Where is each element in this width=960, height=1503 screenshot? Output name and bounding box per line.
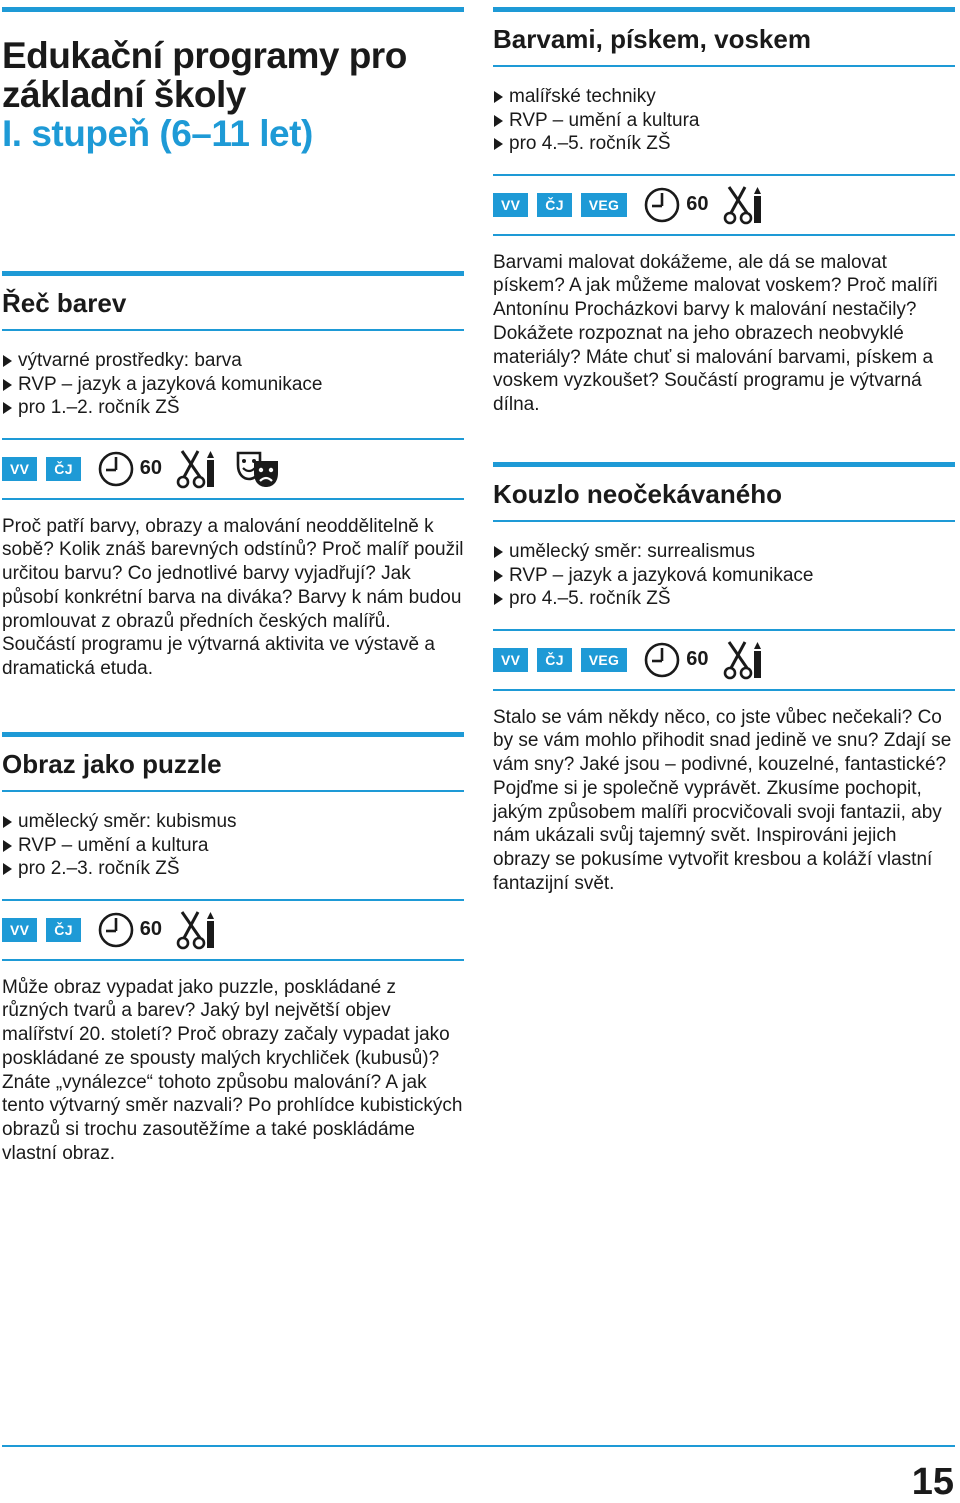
triangle-bullet-icon — [494, 138, 503, 150]
bullet-item: RVP – umění a kultura — [2, 834, 464, 858]
bullet-item: RVP – umění a kultura — [493, 109, 955, 133]
program-barvami-piskem-voskem — [493, 7, 955, 417]
program-bullets — [2, 792, 464, 899]
program-bullets — [2, 331, 464, 438]
page-title-line1: Edukační programy pro — [2, 35, 407, 76]
triangle-bullet-icon — [3, 355, 12, 367]
clock-icon — [98, 912, 134, 948]
triangle-bullet-icon — [494, 570, 503, 582]
program-title: Obraz jako puzzle — [2, 749, 222, 779]
program-description: Proč patří barvy, obrazy a malování neoddělitelně k sobě? Kolik znáš barevných odstínů? Proč malíř použil určitou barvu? Co jednotlivé barvy vyjadřují? Jak působí konkrétní barva na diváka? Barvy k nám budou promlouvat z obrazů předních českých malířů. Součástí programu je výtvarná aktivita ve výstavě a dramatická etuda. — [2, 515, 464, 679]
subject-badge: ČJ — [46, 457, 81, 481]
footer-divider — [2, 1445, 955, 1447]
subject-badge: VEG — [581, 648, 627, 672]
program-kouzlo-neocekavaneho — [493, 462, 955, 895]
program-rec-barev — [2, 271, 464, 681]
triangle-bullet-icon — [3, 816, 12, 828]
bullet-item: výtvarné prostředky: barva — [2, 349, 464, 373]
program-title: Kouzlo neočekávaného — [493, 479, 782, 509]
program-description: Barvami malovat dokážeme, ale dá se malovat pískem? A jak můžeme malovat voskem? Proč malíři Antonínu Procházkovi barvy k malování nestačily? Dokážete rozpoznat na jeho obrazech neobvyklé materiály? Máte chuť si malování barvami, pískem a voskem vyzkoušet? Součástí programu je výtvarná dílna. — [493, 251, 938, 415]
bullet-item: umělecký směr: surrealismus — [493, 540, 955, 564]
program-description: Může obraz vypadat jako puzzle, poskládané z různých tvarů a barev? Jaký byl největší objev malířství 20. století? Proč obrazy začaly vypadat jako poskládané ze spousty malých krychliček (kubusů)? Znáte „vynálezce“ tohoto způsobu malování? A jak tento výtvarný směr nazvali? Po prohlídce kubistických obrazů si trochu zasoutěžíme a také poskládáme vlastní obraz. — [2, 976, 463, 1164]
subject-badge: VEG — [581, 193, 627, 217]
subject-badge: VV — [2, 918, 37, 942]
program-meta-row — [493, 631, 955, 689]
triangle-bullet-icon — [3, 402, 12, 414]
program-title: Barvami, pískem, voskem — [493, 24, 811, 54]
bullet-item: umělecký směr: kubismus — [2, 810, 464, 834]
program-bullets — [493, 67, 955, 174]
bullet-item: RVP – jazyk a jazyková komunikace — [493, 564, 955, 588]
left-column — [2, 0, 464, 1164]
bullet-item: pro 1.–2. ročník ZŠ — [2, 396, 464, 420]
program-description: Stalo se vám někdy něco, co jste vůbec nečekali? Co by se vám mohlo přihodit snad jedině ve snu? Zdají se vám sny? Jaké jsou – podivné, kouzelné, fantastické? Pojďme si je společně vyprávět. Zkusíme pochopit, jakým způsobem malíři procvičovali svoji fantazii, aby nám ukázali svůj tajemný svět. Inspirováni jejich obrazy se pokusíme vytvořit kresbou a koláží vlastní fantazijní svět. — [493, 706, 952, 894]
program-title: Řeč barev — [2, 288, 127, 318]
duration: 60 — [139, 457, 163, 480]
program-meta-row — [2, 901, 464, 959]
triangle-bullet-icon — [3, 840, 12, 852]
scissors-pencil-icon — [723, 640, 763, 680]
triangle-bullet-icon — [494, 115, 503, 127]
clock-icon — [644, 642, 680, 678]
page-number: 15 — [911, 1461, 954, 1503]
clock-icon — [98, 451, 134, 487]
scissors-pencil-icon — [176, 910, 216, 950]
subject-badge: ČJ — [537, 648, 572, 672]
scissors-pencil-icon — [176, 449, 216, 489]
subject-badge: VV — [493, 193, 528, 217]
subject-badge: VV — [493, 648, 528, 672]
bullet-item: RVP – jazyk a jazyková komunikace — [2, 373, 464, 397]
program-meta-row — [2, 440, 464, 498]
program-bullets — [493, 522, 955, 629]
page-title-line3: I. stupeň (6–11 let) — [2, 113, 313, 154]
page-title-line2: základní školy — [2, 74, 246, 115]
subject-badge: VV — [2, 457, 37, 481]
scissors-pencil-icon — [723, 185, 763, 225]
theatre-masks-icon — [236, 449, 280, 489]
subject-badge: ČJ — [46, 918, 81, 942]
triangle-bullet-icon — [3, 379, 12, 391]
triangle-bullet-icon — [494, 91, 503, 103]
triangle-bullet-icon — [3, 863, 12, 875]
bullet-item: malířské techniky — [493, 85, 955, 109]
bullet-item: pro 2.–3. ročník ZŠ — [2, 857, 464, 881]
duration: 60 — [686, 193, 709, 216]
duration: 60 — [139, 918, 163, 941]
clock-icon — [644, 187, 680, 223]
program-meta-row — [493, 176, 955, 234]
duration: 60 — [686, 648, 709, 671]
triangle-bullet-icon — [494, 593, 503, 605]
subject-badge: ČJ — [537, 193, 572, 217]
program-obraz-jako-puzzle — [2, 732, 464, 1165]
bullet-item: pro 4.–5. ročník ZŠ — [493, 587, 955, 611]
bullet-item: pro 4.–5. ročník ZŠ — [493, 132, 955, 156]
triangle-bullet-icon — [494, 546, 503, 558]
page-title — [2, 12, 464, 153]
